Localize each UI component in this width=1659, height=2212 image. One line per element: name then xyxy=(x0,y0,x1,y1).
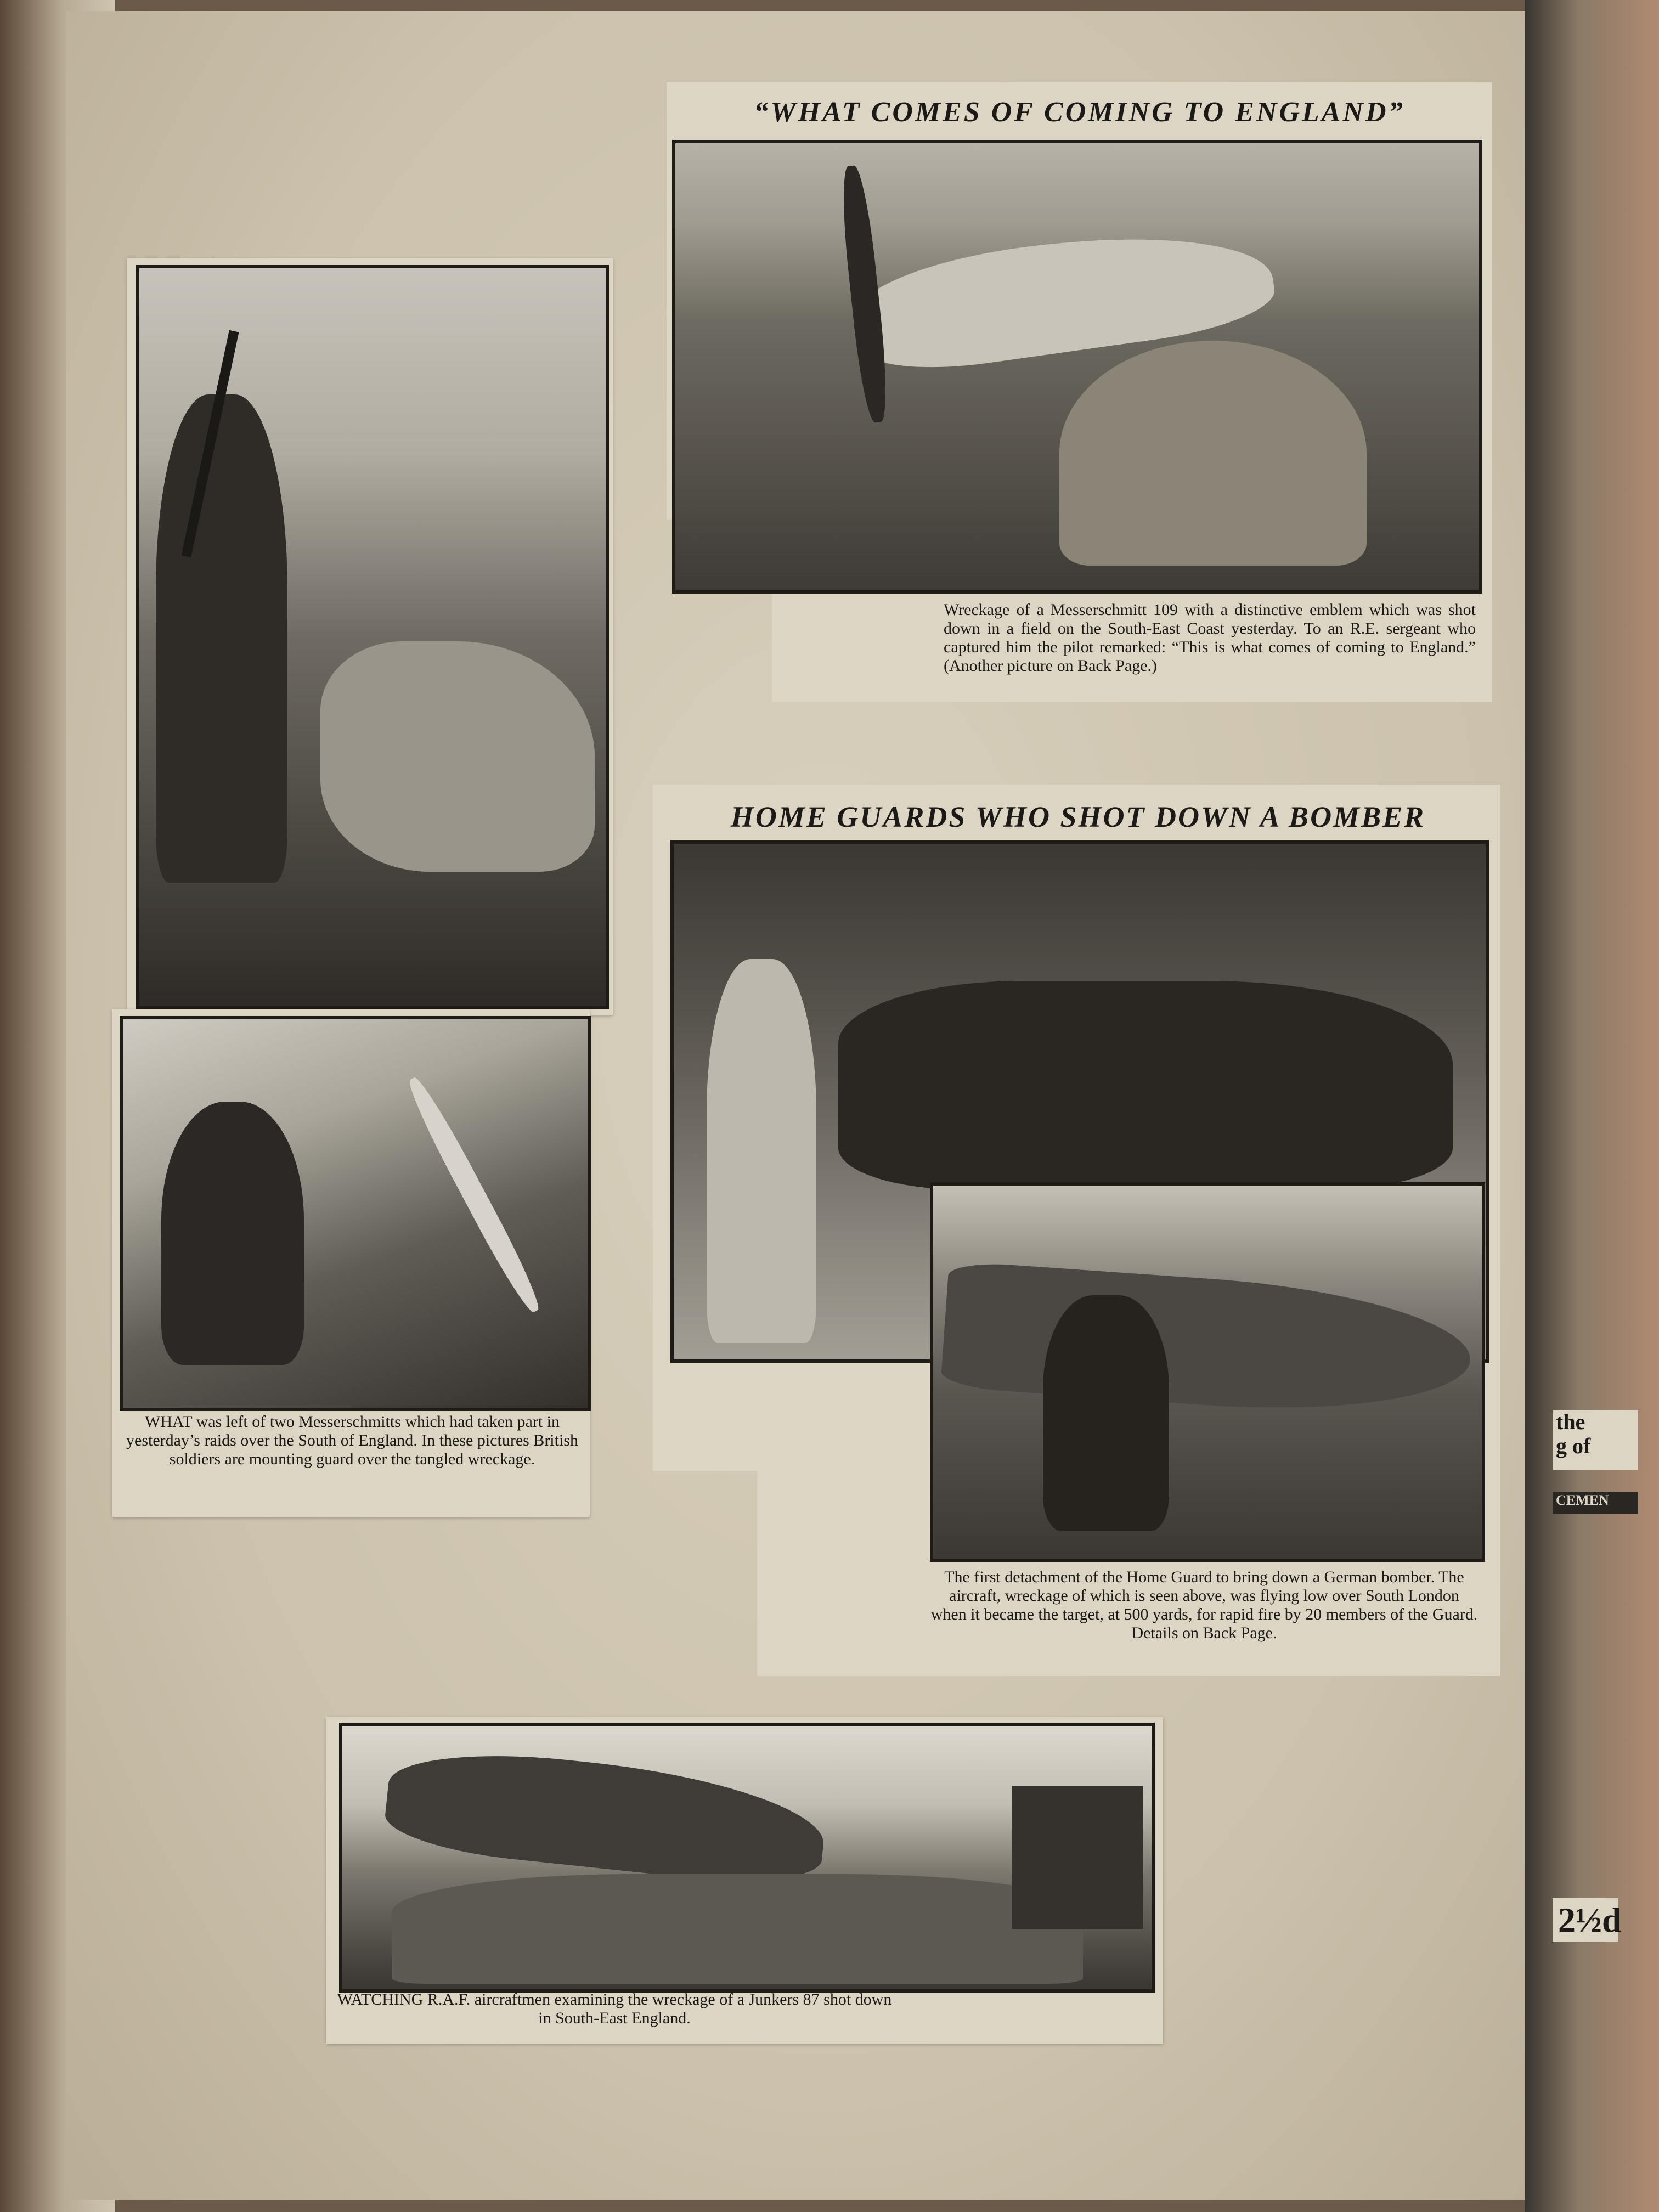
photo-bomber-wreckage xyxy=(930,1182,1485,1562)
guardsman-bending-shape xyxy=(1043,1295,1169,1531)
bomber-fuselage-shape xyxy=(940,1261,1475,1423)
photo-soldier-examining-wreck xyxy=(120,1016,591,1411)
guardsmen-line-shape xyxy=(838,981,1453,1189)
page-edge xyxy=(1525,0,1659,2212)
photo-soldier-over-wreckage xyxy=(136,265,609,1009)
crowd-shape xyxy=(392,1874,1083,1984)
headline-coming-to-england: “WHAT COMES OF COMING TO ENGLAND” xyxy=(754,97,1405,128)
edge-stub-line2: g of xyxy=(1556,1434,1591,1458)
caption-junkers-87: WATCHING R.A.F. aircraftmen examining the wreckage of a Junkers 87 shot down in South-East England. xyxy=(337,1990,892,2027)
edge-stub-announcement: CEMEN xyxy=(1553,1492,1638,1514)
photo-messerschmitt-109-wreck xyxy=(672,140,1482,594)
haystack-shape xyxy=(1059,341,1367,566)
soldier-figure-shape xyxy=(156,394,287,883)
wreckage-shape xyxy=(320,641,595,872)
truck-shape xyxy=(1012,1786,1143,1929)
caption-messerschmitt-field: Wreckage of a Messerschmitt 109 with a distinctive emblem which was shot down in a field on the South-East Coast yesterday. To an R.E. sergeant who captured him the pilot remarked: “This is what comes of coming to England.” (Another picture on Back Page.) xyxy=(944,601,1476,675)
caption-two-messerschmitts: WHAT was left of two Messerschmitts which had taken part in yesterday’s raids over the South of England. In these pictures British soldiers are mounting guard over the tangled wreckage. xyxy=(126,1413,578,1468)
headline-home-guards: HOME GUARDS WHO SHOT DOWN A BOMBER xyxy=(730,800,1426,833)
edge-stub-headline xyxy=(1553,1410,1638,1470)
officer-figure-shape xyxy=(707,959,816,1343)
propeller-blade-shape xyxy=(403,1074,546,1317)
junkers-aircraft-shape xyxy=(382,1742,829,1892)
soldier-bending-shape xyxy=(161,1102,304,1365)
edge-stub-price: 2½d xyxy=(1553,1898,1618,1942)
photo-junkers-87-crowd xyxy=(339,1723,1155,1993)
caption-home-guard-bomber: The first detachment of the Home Guard to bring down a German bomber. The aircraft, wreckage of which is seen above, was flying low over South London when it became the target, at 500 yards, for rapid fire by 20 members of the Guard. Details on Back Page. xyxy=(930,1568,1478,1642)
edge-stub-line1: the xyxy=(1556,1409,1585,1434)
